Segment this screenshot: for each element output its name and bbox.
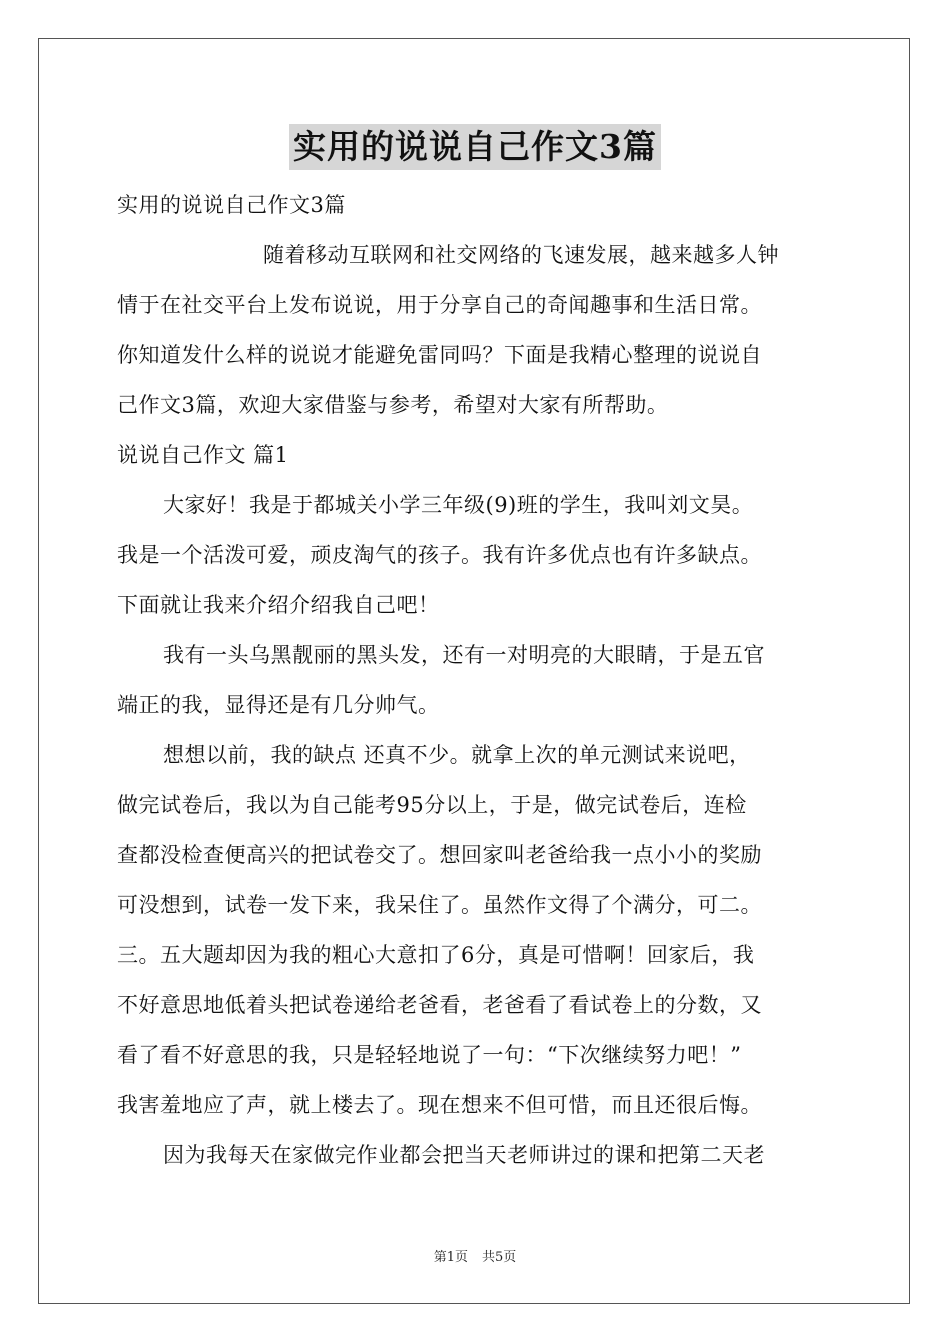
document-title-text: 实用的说说自己作文3篇 [289, 124, 661, 170]
body-paragraph [117, 1130, 835, 1180]
paragraph-line: 端正的我，显得还是有几分帅气。 [117, 693, 440, 717]
intro-line: 随着移动互联网和社交网络的飞速发展，越来越多人钟 [263, 243, 779, 267]
page-footer [0, 1246, 950, 1265]
page-total: 共5页 [482, 1250, 517, 1265]
paragraph-line: 下面就让我来介绍介绍我自己吧！ [117, 593, 440, 617]
intro-line: 你知道发什么样的说说才能避免雷同吗？下面是我精心整理的说说自 [117, 343, 762, 367]
paragraph-line: 不好意思地低着头把试卷递给老爸看，老爸看了看试卷上的分数，又 [117, 993, 762, 1017]
body-paragraph [117, 730, 835, 1130]
page-number: 第1页 [433, 1250, 468, 1265]
paragraph-line: 大家好！我是于都城关小学三年级(9)班的学生，我叫刘文昊。 [163, 493, 754, 517]
paragraph-line: 我害羞地应了声，就上楼去了。现在想来不但可惜，而且还很后悔。 [117, 1093, 762, 1117]
paragraph-line: 因为我每天在家做完作业都会把当天老师讲过的课和把第二天老 [163, 1143, 765, 1167]
paragraph-line: 看了看不好意思的我，只是轻轻地说了一句：“下次继续努力吧！” [117, 1043, 742, 1067]
paragraph-line: 做完试卷后，我以为自己能考95分以上，于是，做完试卷后，连检 [117, 793, 747, 817]
body-paragraph [117, 630, 835, 730]
intro-line: 己作文3篇，欢迎大家借鉴与参考，希望对大家有所帮助。 [117, 393, 669, 417]
paragraph-line: 三。五大题却因为我的粗心大意扣了6分，真是可惜啊！回家后，我 [117, 943, 755, 967]
paragraph-line: 我有一头乌黑靓丽的黑头发，还有一对明亮的大眼睛，于是五官 [163, 643, 765, 667]
intro-line: 情于在社交平台上发布说说，用于分享自己的奇闻趣事和生活日常。 [117, 293, 762, 317]
paragraph-line: 我是一个活泼可爱，顽皮淘气的孩子。我有许多优点也有许多缺点。 [117, 543, 762, 567]
body-paragraph [117, 480, 835, 630]
document-subtitle: 实用的说说自己作文3篇 [117, 193, 346, 217]
document-body [117, 180, 835, 1180]
section-heading: 说说自己作文 篇1 [117, 443, 289, 467]
document-title [0, 124, 950, 170]
paragraph-line: 查都没检查便高兴的把试卷交了。想回家叫老爸给我一点小小的奖励 [117, 843, 762, 867]
paragraph-line: 可没想到，试卷一发下来，我呆住了。虽然作文得了个满分，可二。 [117, 893, 762, 917]
paragraph-line: 想想以前，我的缺点 还真不少。就拿上次的单元测试来说吧， [163, 743, 751, 767]
intro-paragraph [117, 230, 835, 430]
